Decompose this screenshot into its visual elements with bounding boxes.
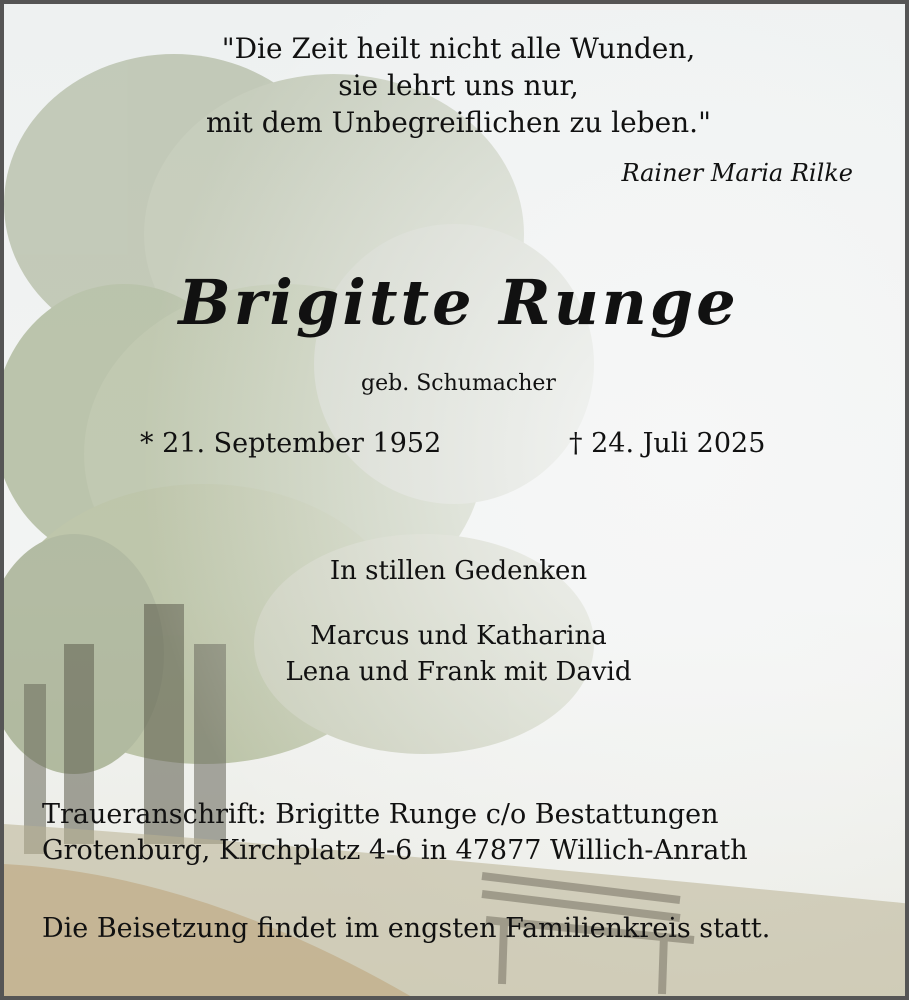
mourning-address — [42, 797, 748, 869]
deceased-name: Brigitte Runge — [178, 266, 739, 339]
quote — [4, 30, 909, 141]
birth-date: * 21. September 1952 — [140, 428, 442, 459]
maiden-name: geb. Schumacher — [361, 371, 556, 396]
quote-author: Rainer Maria Rilke — [621, 159, 853, 187]
memory-intro: In stillen Gedenken — [329, 556, 588, 586]
mourner-line: Marcus und Katharina — [310, 621, 607, 651]
mourner-line: Lena und Frank mit David — [285, 657, 632, 687]
address-line: Grotenburg, Kirchplatz 4-6 in 47877 Willich-Anrath — [42, 835, 748, 866]
quote-line: mit dem Unbegreiflichen zu leben." — [206, 106, 711, 139]
address-line: Traueranschrift: Brigitte Runge c/o Bestattungen — [42, 799, 719, 830]
death-date: † 24. Juli 2025 — [569, 428, 766, 459]
quote-line: sie lehrt uns nur, — [338, 69, 579, 102]
quote-line: "Die Zeit heilt nicht alle Wunden, — [221, 32, 696, 65]
burial-note: Die Beisetzung findet im engsten Familienkreis statt. — [42, 913, 771, 944]
mourners-list — [4, 618, 909, 690]
